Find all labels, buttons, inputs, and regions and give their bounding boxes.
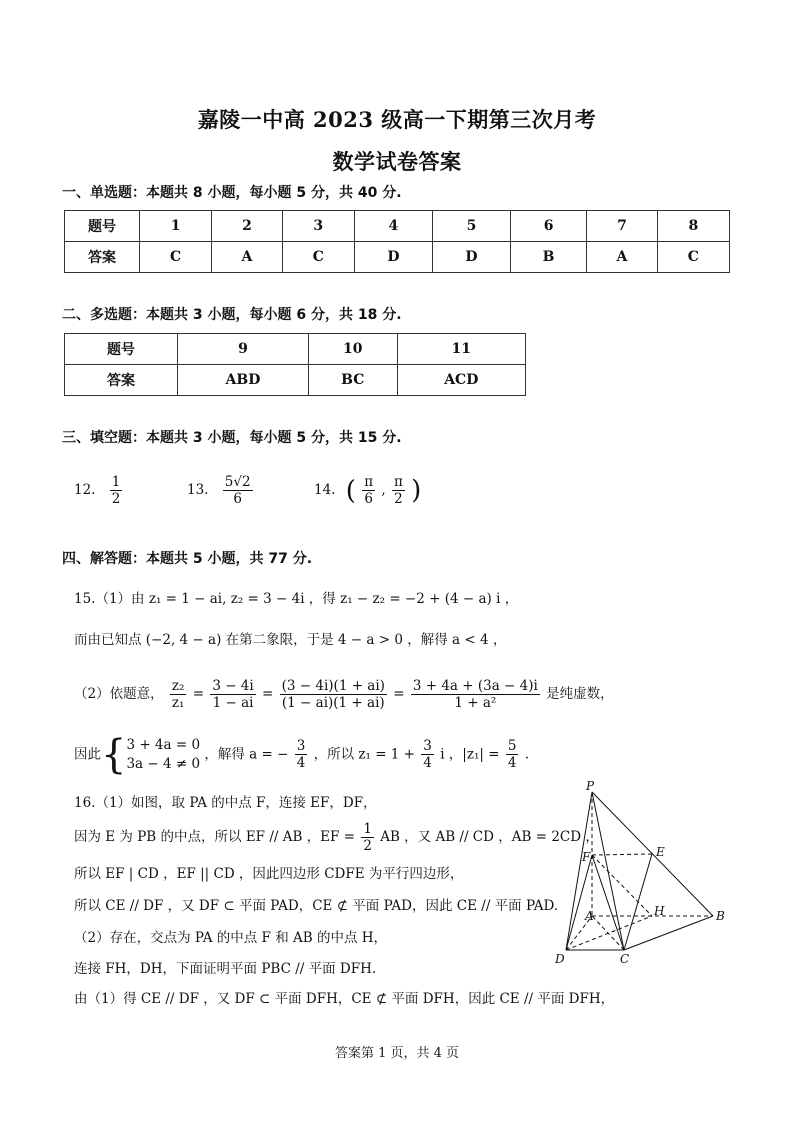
q12-label: 12. — [74, 482, 96, 498]
p16-line5: （2）存在，交点为 PA 的中点 F 和 AB 的中点 H， — [74, 930, 388, 946]
fraction-a — [295, 738, 308, 771]
question-number: 11 — [397, 334, 525, 365]
question-number: 7 — [587, 211, 658, 242]
denominator: 6 — [364, 491, 373, 507]
p16-line2 — [74, 820, 599, 854]
question-number: 9 — [178, 334, 309, 365]
text: ，解得 a = − — [204, 746, 289, 763]
text: AB ，又 AB // CD ，AB = 2CD ， — [380, 829, 599, 845]
brace: { — [101, 731, 127, 778]
right-paren: ) — [411, 475, 422, 506]
denominator: 2 — [111, 491, 121, 507]
comma: , — [381, 482, 386, 498]
label-F: F — [582, 850, 591, 864]
fraction-z — [421, 738, 434, 771]
fraction-4 — [411, 678, 540, 711]
denominator: 2 — [363, 838, 372, 854]
q14-fraction-b — [392, 474, 405, 507]
label-E: E — [656, 845, 665, 859]
denominator: 1 − ai — [212, 695, 254, 711]
equals: = — [393, 686, 405, 702]
row-label-answer: 答案 — [65, 365, 178, 396]
section2-heading: 二、多选题：本题共 3 小题，每小题 6 分，共 18 分. — [62, 307, 402, 323]
numerator: 5 — [507, 738, 517, 754]
label-H: H — [654, 904, 665, 918]
edge-PB — [592, 792, 713, 916]
p16-line3: 所以 EF | CD ，EF || CD ，因此四边形 CDFE 为平行四边形， — [74, 866, 464, 882]
answer-cell: C — [140, 242, 212, 273]
label-C: C — [620, 952, 630, 966]
multi-choice-table — [64, 333, 526, 396]
answer-14 — [314, 470, 421, 511]
fraction-2 — [210, 678, 255, 711]
text: ，所以 z₁ = 1 + — [313, 746, 415, 763]
denominator: 4 — [507, 755, 517, 771]
answer-cell: A — [587, 242, 658, 273]
fraction-3 — [280, 678, 387, 711]
section4-heading: 四、解答题：本题共 5 小题，共 77 分. — [62, 551, 313, 567]
answer-cell: ABD — [178, 365, 309, 396]
text: 因此 — [74, 746, 101, 763]
p15-line3 — [74, 674, 614, 714]
numerator: 1 — [111, 474, 121, 490]
denominator: 1 + a² — [454, 695, 497, 711]
label-A: A — [585, 909, 594, 923]
text: . — [524, 746, 530, 763]
question-number: 1 — [140, 211, 212, 242]
answer-cell: B — [510, 242, 586, 273]
question-number: 8 — [657, 211, 729, 242]
p16-line7: 由（1）得 CE // DF ，又 DF ⊂ 平面 DFH，CE ⊄ 平面 DFH，因此 CE // 平面 DFH， — [74, 991, 615, 1007]
segment-CA — [592, 916, 624, 950]
single-choice-table — [64, 210, 730, 273]
denominator: 4 — [296, 755, 306, 771]
numerator: π — [364, 474, 374, 490]
numerator: 3 − 4i — [212, 678, 254, 694]
label-P: P — [586, 780, 595, 793]
numerator: 3 — [296, 738, 306, 754]
p16-line1: 16.（1）如图，取 PA 的中点 F，连接 EF，DF， — [74, 795, 377, 811]
page-footer: 答案第 1 页，共 4 页 — [334, 1046, 460, 1061]
equation-1: 3 + 4a = 0 — [126, 736, 201, 753]
q14-fraction-a — [362, 474, 375, 507]
answer-cell: D — [432, 242, 510, 273]
answer-cell: D — [354, 242, 432, 273]
denominator: z₁ — [171, 695, 185, 711]
equation-2: 3a − 4 ≠ 0 — [126, 755, 201, 772]
left-paren: ( — [345, 475, 356, 506]
text: 因为 E 为 PB 的中点，所以 EF // AB ，EF = — [74, 829, 356, 845]
label-D: D — [555, 952, 565, 966]
q13-label: 13. — [187, 482, 209, 498]
answer-cell: C — [657, 242, 729, 273]
label-B: B — [716, 909, 725, 923]
answer-cell: C — [282, 242, 354, 273]
p15-line2: 而由已知点 (−2, 4 − a) 在第二象限，于是 4 − a > 0 ，解得 a < 4 ， — [74, 632, 507, 648]
edge-CB — [624, 916, 713, 950]
question-number: 5 — [432, 211, 510, 242]
question-number: 2 — [212, 211, 283, 242]
p15-line4 — [74, 733, 529, 776]
q12-fraction — [110, 474, 123, 507]
numerator: 3 — [423, 738, 432, 754]
p16-line4: 所以 CE // DF ，又 DF ⊂ 平面 PAD，CE ⊄ 平面 PAD，因此 CE // 平面 PAD. — [74, 898, 559, 914]
segment-FE — [592, 854, 652, 855]
text: （2）依题意， — [74, 686, 164, 702]
answer-cell: A — [212, 242, 283, 273]
pyramid-figure — [548, 780, 734, 970]
equals: = — [262, 686, 274, 702]
fraction-half — [361, 821, 374, 854]
section1-heading: 一、单选题：本题共 8 小题，每小题 5 分，共 40 分. — [62, 185, 402, 201]
numerator: z₂ — [171, 678, 185, 694]
q14-label: 14. — [314, 482, 336, 498]
equation-system — [126, 736, 200, 774]
numerator: (3 − 4i)(1 + ai) — [281, 678, 385, 694]
numerator: 1 — [363, 821, 372, 837]
denominator: 2 — [394, 491, 403, 507]
row-label-question: 题号 — [65, 334, 178, 365]
section3-heading: 三、填空题：本题共 3 小题，每小题 5 分，共 15 分. — [62, 430, 402, 446]
denominator: 4 — [423, 755, 432, 771]
answer-title: 数学试卷答案 — [332, 149, 462, 174]
question-number: 3 — [282, 211, 354, 242]
equals: = — [192, 686, 205, 702]
row-label-question: 题号 — [65, 211, 140, 242]
answer-cell: BC — [308, 365, 397, 396]
exam-title: 嘉陵一中高 2023 级高一下期第三次月考 — [197, 107, 597, 132]
fraction-z2-z1 — [170, 678, 187, 711]
denominator: (1 − ai)(1 + ai) — [281, 695, 385, 711]
question-number: 6 — [510, 211, 586, 242]
numerator: 3 + 4a + (3a − 4)i — [412, 678, 538, 694]
text: 是纯虚数， — [546, 686, 614, 702]
answer-cell: ACD — [397, 365, 525, 396]
numerator: π — [394, 474, 403, 490]
question-number: 4 — [354, 211, 432, 242]
row-label-answer: 答案 — [65, 242, 140, 273]
question-number: 10 — [308, 334, 397, 365]
answer-12 — [74, 470, 124, 510]
denominator: 6 — [233, 491, 242, 507]
answer-13 — [187, 470, 255, 510]
text: i ，|z₁| = — [440, 746, 500, 763]
numerator: 5√2 — [224, 474, 251, 490]
p15-line1: 15.（1）由 z₁ = 1 − ai, z₂ = 3 − 4i ，得 z₁ − z₂ = −2 + (4 − a) i ， — [74, 591, 519, 607]
q13-fraction — [223, 474, 253, 507]
p16-line6: 连接 FH，DH，下面证明平面 PBC // 平面 DFH. — [74, 961, 377, 977]
fraction-modulus — [506, 738, 519, 771]
